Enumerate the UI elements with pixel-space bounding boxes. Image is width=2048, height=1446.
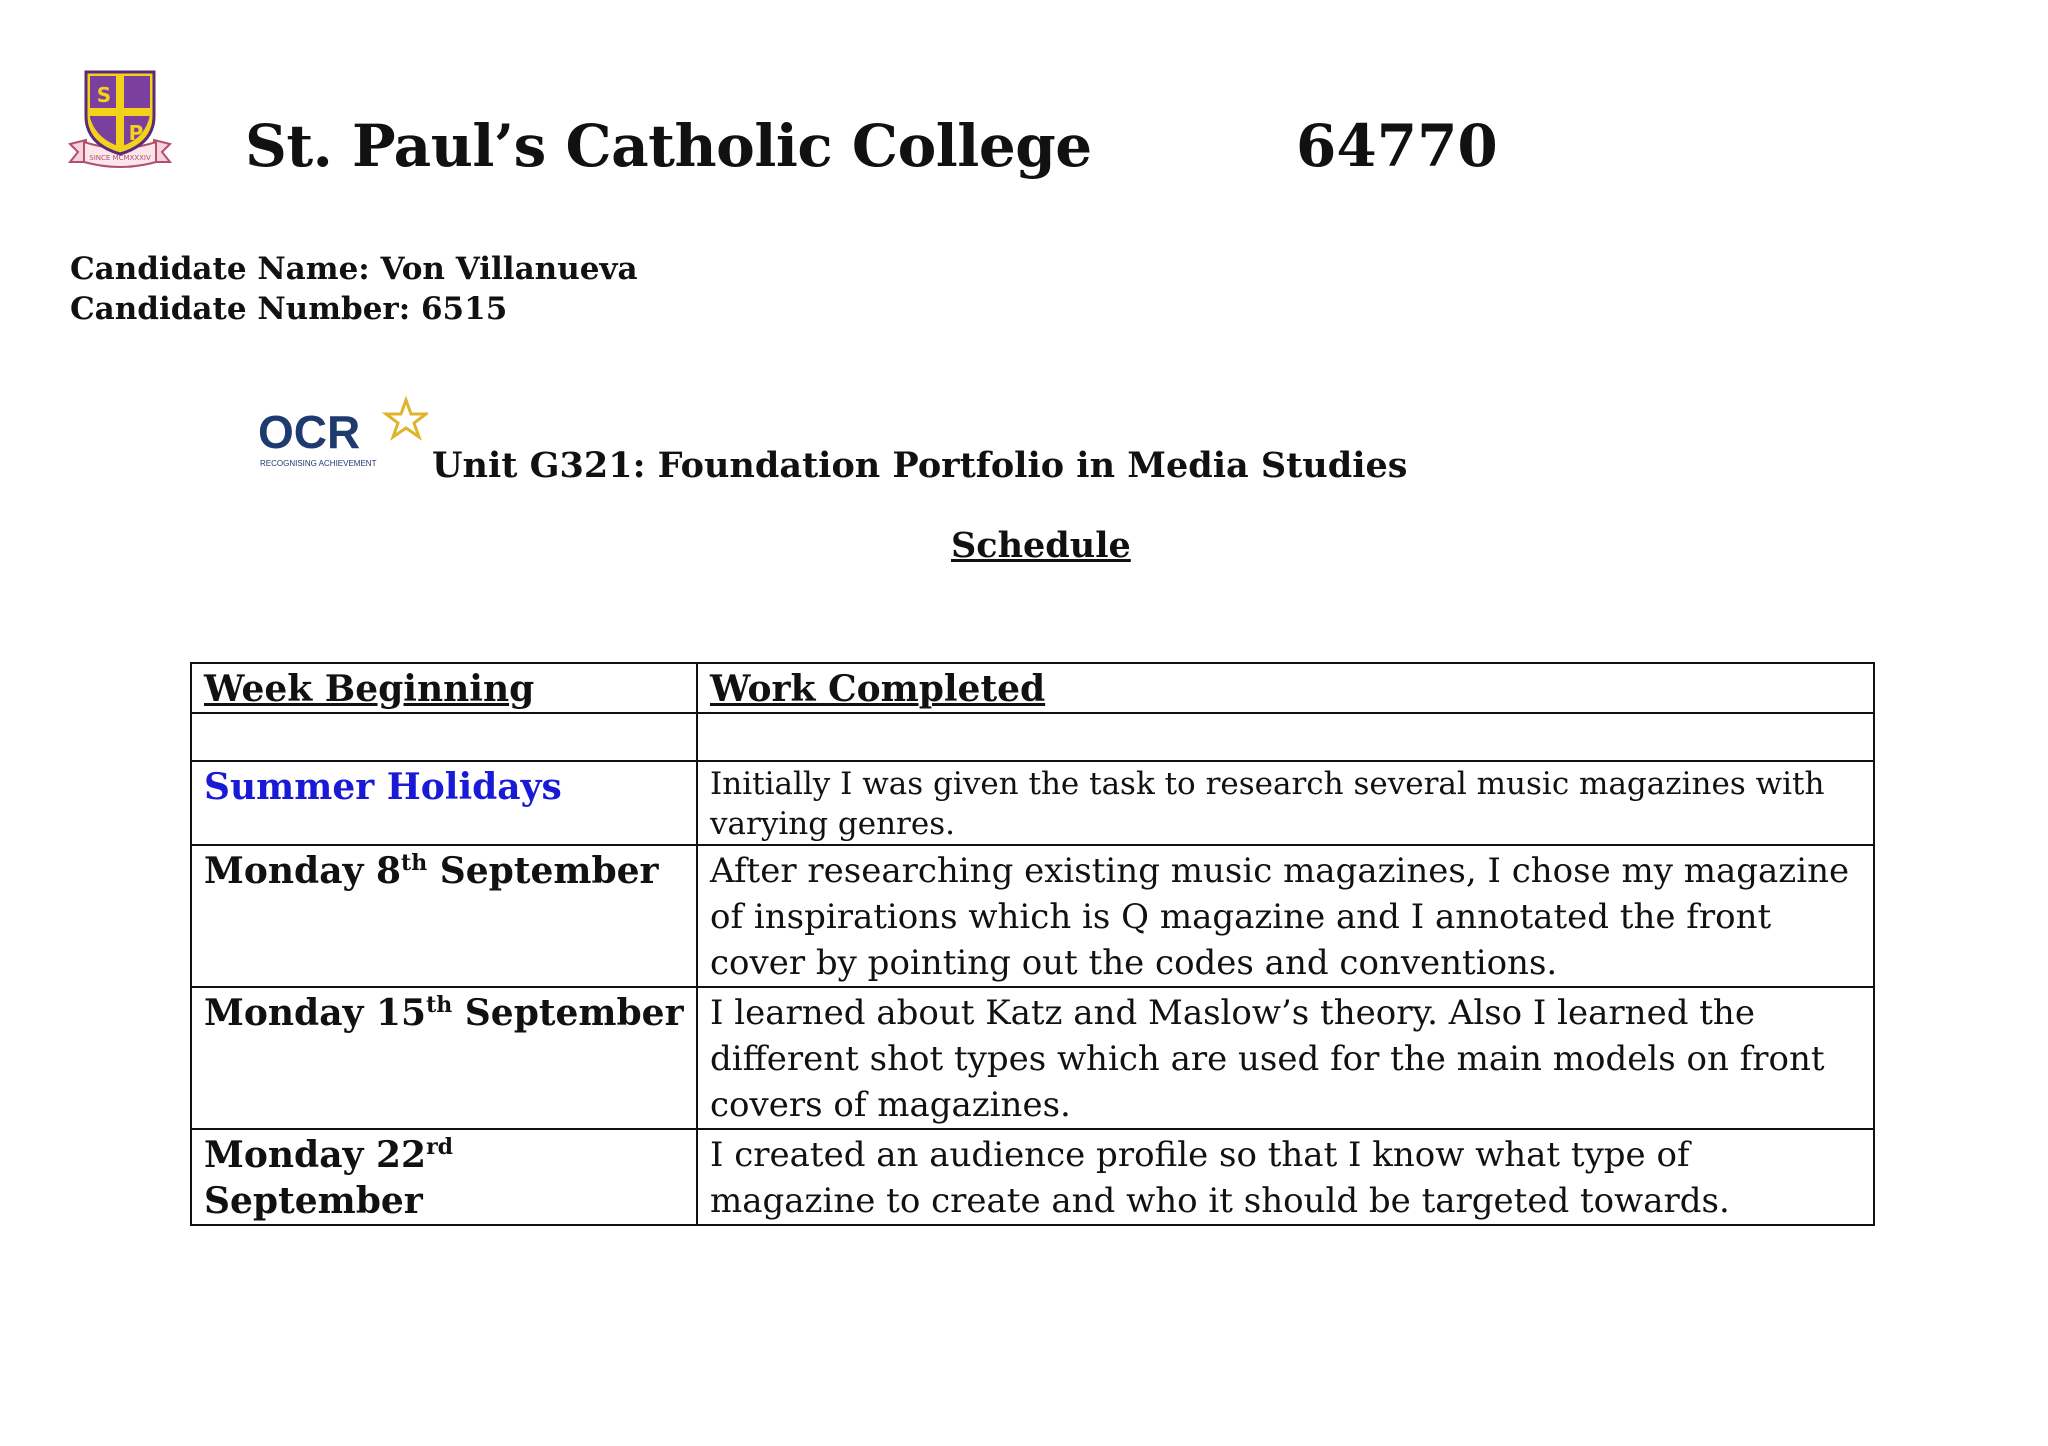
week-cell xyxy=(191,845,697,987)
week-ordinal: rd xyxy=(426,1134,454,1160)
header-work-completed: Work Completed xyxy=(697,663,1874,713)
week-month: September xyxy=(204,1180,423,1222)
college-name: St. Paul’s Catholic College xyxy=(245,112,1092,180)
work-cell: After researching existing music magazines, I chose my magazine of inspirations which is Q magazine and I annotated the front cover by pointing out the codes and conventions. xyxy=(697,845,1874,987)
week-day: Monday 15 xyxy=(204,992,427,1034)
ocr-logo xyxy=(256,392,428,484)
unit-title: Unit G321: Foundation Portfolio in Media Studies xyxy=(432,445,1408,486)
svg-text:RECOGNISING ACHIEVEMENT: RECOGNISING ACHIEVEMENT xyxy=(260,459,377,468)
work-cell: I learned about Katz and Maslow’s theory. Also I learned the different shot types which are used for the main models on front covers of magazines. xyxy=(697,987,1874,1129)
candidate-name: Candidate Name: Von Villanueva xyxy=(70,251,638,287)
week-cell xyxy=(191,1129,697,1225)
week-cell: Summer Holidays xyxy=(191,761,697,845)
week-day: Monday 8 xyxy=(204,850,402,892)
week-month: September xyxy=(427,850,659,892)
work-cell: I created an audience profile so that I know what type of magazine to create and who it should be targeted towards. xyxy=(697,1129,1874,1225)
week-day: Monday 22 xyxy=(204,1134,427,1176)
candidate-number: Candidate Number: 6515 xyxy=(70,291,508,327)
school-crest-logo xyxy=(66,66,174,170)
week-cell xyxy=(191,987,697,1129)
centre-number: 64770 xyxy=(1296,112,1498,180)
schedule-title: Schedule xyxy=(951,525,1131,566)
table-row xyxy=(191,1129,1874,1225)
week-month: September xyxy=(452,992,684,1034)
week-ordinal: th xyxy=(401,850,428,876)
table-row xyxy=(191,845,1874,987)
table-cell-empty xyxy=(191,713,697,761)
svg-text:SINCE MCMXXXIV: SINCE MCMXXXIV xyxy=(89,154,151,162)
schedule-table xyxy=(190,662,1875,1226)
svg-text:S: S xyxy=(96,83,112,107)
svg-text:P: P xyxy=(128,121,144,145)
work-cell: Initially I was given the task to research several music magazines with varying genres. xyxy=(697,761,1874,845)
week-ordinal: th xyxy=(426,992,453,1018)
table-row xyxy=(191,761,1874,845)
table-row-empty xyxy=(191,713,1874,761)
header-week-beginning: Week Beginning xyxy=(191,663,697,713)
table-cell-empty xyxy=(697,713,1874,761)
table-header-row xyxy=(191,663,1874,713)
table-row xyxy=(191,987,1874,1129)
svg-text:OCR: OCR xyxy=(258,406,361,458)
